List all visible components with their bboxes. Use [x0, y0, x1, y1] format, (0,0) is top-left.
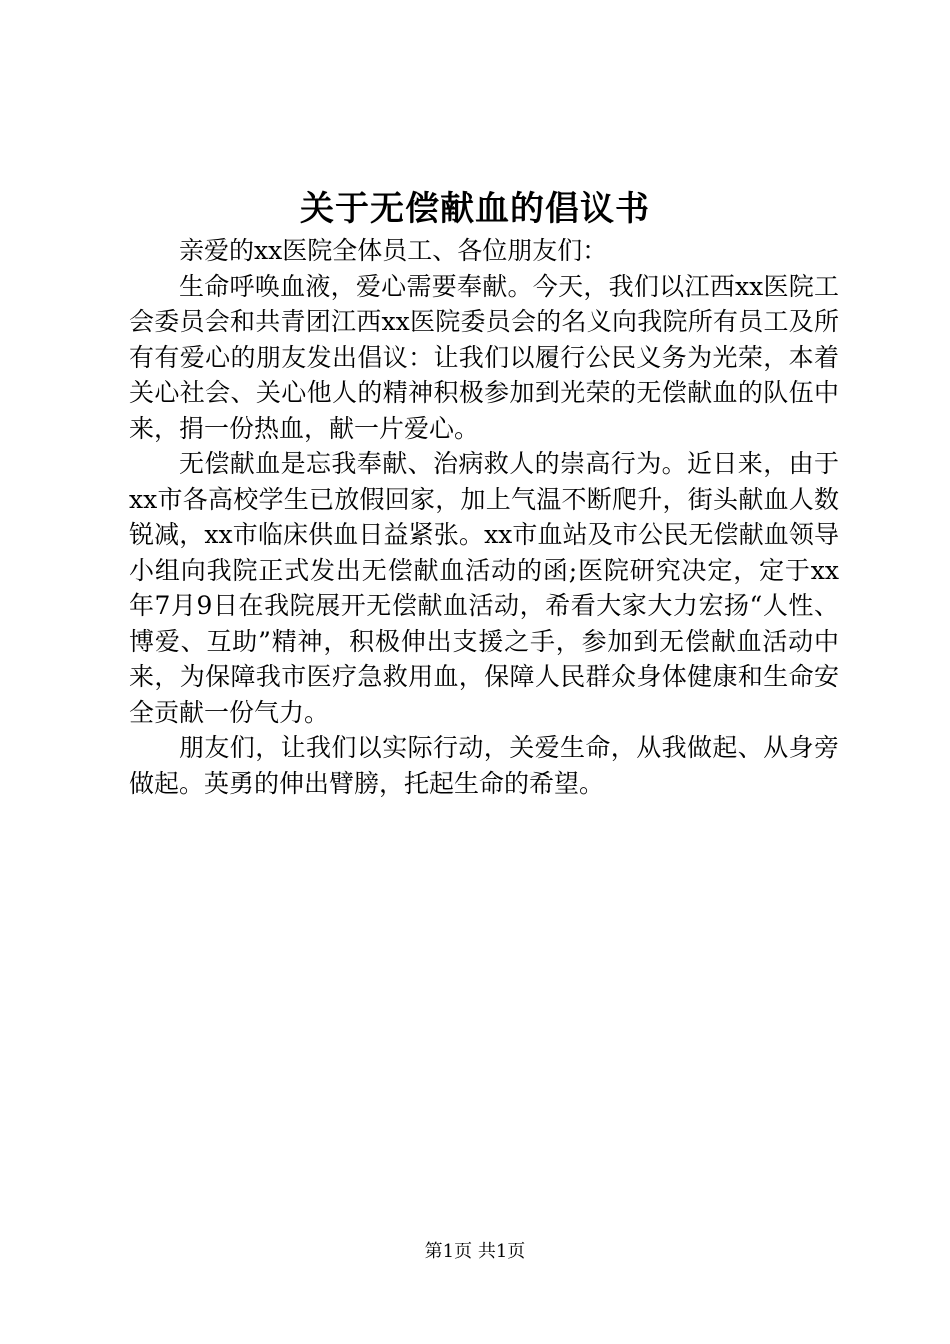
- document-title: 关于无偿献血的倡议书: [300, 189, 650, 229]
- paragraph-1: 生命呼唤血液，爱心需要奉献。今天，我们以江西xx医院工会委员会和共青团江西xx医院委员会的名义向我院所有员工及所有有爱心的朋友发出倡议：让我们以履行公民义务为光荣，本着关心社会、关心他人的精神积极参加到光荣的无偿献血的队伍中来，捐一份热血，献一片爱心。: [129, 271, 839, 443]
- paragraph-3: 朋友们，让我们以实际行动，关爱生命，从我做起、从身旁做起。英勇的伸出臂膀，托起生命的希望。: [129, 733, 839, 798]
- salutation: 亲爱的xx医院全体员工、各位朋友们：: [179, 236, 608, 265]
- paragraph-2: 无偿献血是忘我奉献、治病救人的崇高行为。近日来，由于xx市各高校学生已放假回家，加上气温不断爬升，街头献血人数锐减，xx市临床供血日益紧张。xx市血站及市公民无偿献血领导小组向我院正式发出无偿献血活动的函;医院研究决定，定于xx年7月9日在我院展开无偿献血活动，希看大家大力宏扬“人性、博爱、互助”精神，积极伸出支援之手，参加到无偿献血活动中来，为保障我市医疗急救用血，保障人民群众身体健康和生命安全贡献一份气力。: [129, 449, 839, 727]
- document-body: [129, 233, 839, 801]
- page-footer: 第1页 共1页: [424, 1241, 526, 1262]
